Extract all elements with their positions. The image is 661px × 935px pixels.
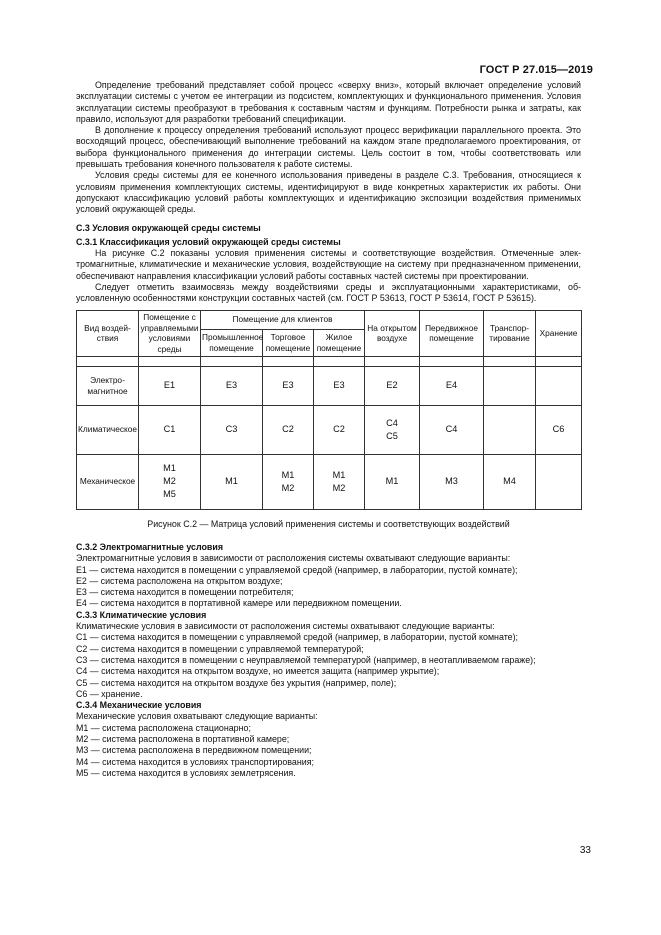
- list-item: C4 — система находится на открытом воздухе, но имеется защита (например укрытие);: [76, 666, 440, 677]
- section-c32-lead: Электромагнитные условия в зависимости от расположения системы охватывают следующие варианты:: [76, 553, 511, 564]
- table-cell: [484, 405, 536, 454]
- list-item: E3 — система находится в помещении потребителя;: [76, 587, 294, 598]
- table-cell: C2: [263, 405, 314, 454]
- list-item: E4 — система находится в портативной камере или передвижном помещении.: [76, 598, 402, 609]
- header-industrial-room: Промышленное помещение: [201, 329, 263, 356]
- list-item: M2 — система расположена в портативной камере;: [76, 733, 290, 744]
- intro-paragraph-3: Условия среды системы для ее конечного использования приведены в разделе С.3. Требования, относящиеся к условиям применения комплектующих системы, идентифицируют в виде конкретных характеристик их работы. Они допускают классификацию условий работы комплектующих и идентификацию экспозиции воздействия применимых условий окружающей среды.: [76, 170, 581, 215]
- table-cell: E3: [314, 366, 365, 405]
- table-cell: C6: [536, 405, 582, 454]
- list-item: E1 — система находится в помещении с управляемой средой (например, в лаборатории, пустой комнате);: [76, 564, 518, 575]
- table-cell: M1: [365, 454, 420, 509]
- section-c33-title: С.3.3 Климатические условия: [76, 609, 207, 620]
- list-item: M1 — система расположена стационарно;: [76, 722, 251, 733]
- intro-paragraph-1: Определение требований представляет собой процесс «сверху вниз», который включает определение условий эксплуатации системы с учетом ее интеграции из подсистем, комплектующих и функционального применения. Условия эксплуатации системы преобразуют в требования к составным частям и функциям. Потребности рынка и затраты, как правило, используют для разработки требований спецификации.: [76, 80, 581, 124]
- list-item: C3 — система находится в помещении с неуправляемой температурой (например, в неотапливаемом гараже);: [76, 654, 536, 665]
- row-label: Электромагнитное: [77, 366, 139, 405]
- list-item: M5 — система находится в условиях землетрясения.: [76, 767, 296, 778]
- header-transport: Транспортирование: [484, 310, 536, 356]
- table-cell: [484, 366, 536, 405]
- conditions-matrix-table: [76, 310, 582, 510]
- list-item: C5 — система находится на открытом воздухе без укрытия (например, поле);: [76, 677, 397, 688]
- section-c31-paragraph-1: На рисунке С.2 показаны условия применения системы и соответствующие воздействия. Отмеченные электромагнитные, климатические и механические условия, воздействующие на систему при предназначенном применении, обеспечивают направления классификации условий работы составных частей системы при проектировании.: [76, 248, 581, 281]
- table-cell: [536, 454, 582, 509]
- table-cell: M4: [484, 454, 536, 509]
- list-item: C1 — система находится в помещении с управляемой средой (например, в лаборатории, пустой комнате);: [76, 632, 519, 643]
- table-cell: M1 M2 M5: [139, 454, 201, 509]
- table-row-electromagnetic: [77, 366, 582, 405]
- header-controlled-room: Помещение с управляемыми условиями среды: [139, 310, 201, 356]
- header-client-room-group: Помещение для клиентов: [201, 310, 365, 329]
- table-cell: E1: [139, 366, 201, 405]
- row-label: Климатическое: [77, 405, 139, 454]
- header-trade-room: Торговое помещение: [263, 329, 314, 356]
- table-cell: E3: [201, 366, 263, 405]
- document-header: ГОСТ Р 27.015—2019: [479, 64, 593, 76]
- table-cell: E3: [263, 366, 314, 405]
- list-item: C6 — хранение.: [76, 688, 143, 699]
- list-item: C2 — система находится в помещении с управляемой температурой;: [76, 643, 364, 654]
- table-cell: M3: [420, 454, 484, 509]
- table-cell: C4 C5: [365, 405, 420, 454]
- list-item: M4 — система находится в условиях транспортирования;: [76, 756, 314, 767]
- header-mobile-room: Передвижное помещение: [420, 310, 484, 356]
- table-cell: C4: [420, 405, 484, 454]
- page-content: [76, 80, 581, 779]
- table-cell: E4: [420, 366, 484, 405]
- list-item: E2 — система расположена на открытом воздухе;: [76, 575, 283, 586]
- page-number: 33: [579, 845, 591, 856]
- row-label: Механическое: [77, 454, 139, 509]
- section-c32-title: С.3.2 Электромагнитные условия: [76, 541, 224, 552]
- figure-caption: Рисунок С.2 — Матрица условий применения системы и соответствующих воздействий: [147, 518, 510, 529]
- section-c3-title: С.3 Условия окружающей среды системы: [76, 222, 261, 233]
- table-cell: M1 M2: [314, 454, 365, 509]
- section-c34-title: С.3.4 Механические условия: [76, 700, 202, 711]
- header-storage: Хранение: [536, 310, 582, 356]
- table-cell: [536, 366, 582, 405]
- section-c33-lead: Климатические условия в зависимости от расположения системы охватывают следующие варианты:: [76, 621, 495, 632]
- header-impact-type: Вид воздействия: [77, 310, 139, 356]
- list-item: M3 — система расположена в передвижном помещении;: [76, 745, 312, 756]
- section-c34-lead: Механические условия охватывают следующие варианты:: [76, 711, 318, 722]
- table-cell: M1: [201, 454, 263, 509]
- table-row-climatic: [77, 405, 582, 454]
- header-residential-room: Жилое помещение: [314, 329, 365, 356]
- section-c31-paragraph-2: Следует отметить взаимосвязь между воздействиями среды и эксплуатационными характеристиками, обусловленную особенностями конструкции составных частей (см. ГОСТ Р 53613, ГОСТ Р 53614, ГОСТ Р 53615).: [76, 282, 581, 304]
- table-cell: C3: [201, 405, 263, 454]
- section-c31-title: С.3.1 Классификация условий окружающей среды системы: [76, 236, 341, 247]
- table-cell: E2: [365, 366, 420, 405]
- table-cell: C2: [314, 405, 365, 454]
- table-row-mechanical: [77, 454, 582, 509]
- table-cell: C1: [139, 405, 201, 454]
- intro-paragraph-2: В дополнение к процессу определения требований используют процесс верификации параллельного проекта. Это восходящий процесс, обеспечивающий выполнение требований на каждом этапе предполагаемого проектирования, от выбора функционального применения до интеграции системы. Цель состоит в том, чтобы соответствовать или превышать требования конечного пользователя к работе системы.: [76, 125, 581, 170]
- header-outdoor: На открытом воздухе: [365, 310, 420, 356]
- table-cell: M1 M2: [263, 454, 314, 509]
